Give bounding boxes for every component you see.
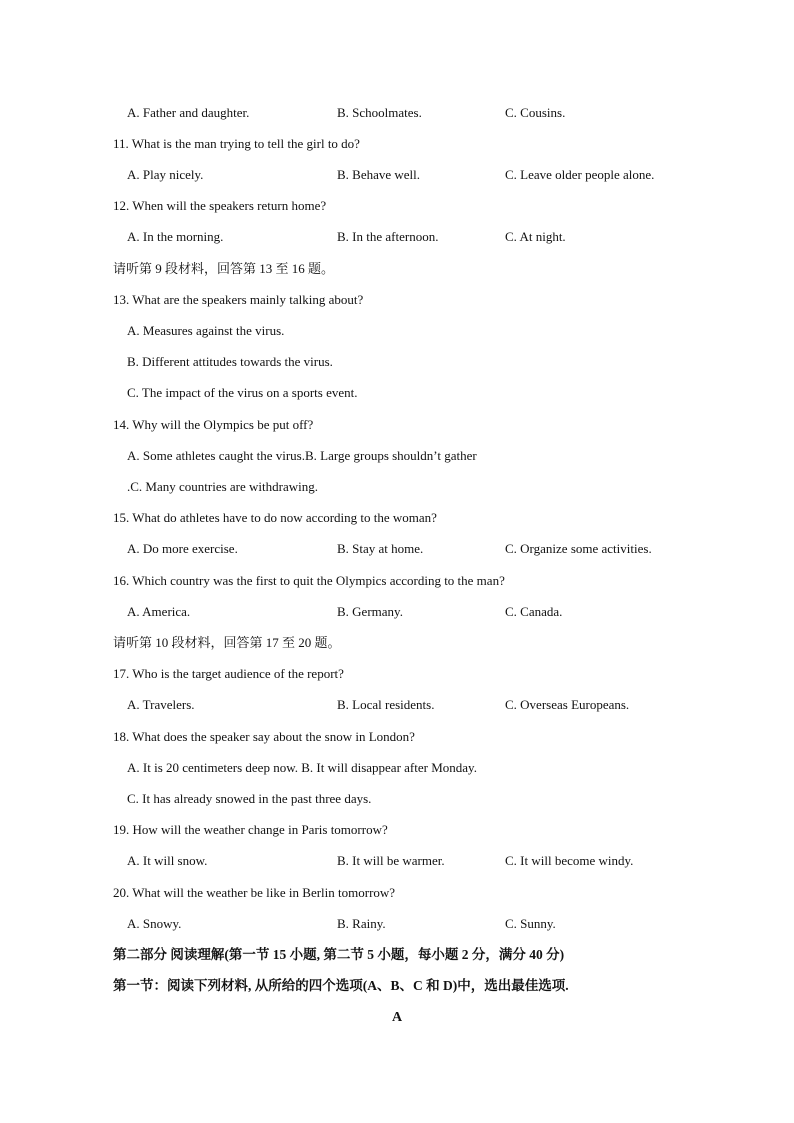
option-line: B. Different attitudes towards the virus. — [127, 354, 333, 369]
option-a: A. Father and daughter. — [127, 105, 250, 120]
option-b: B. Schoolmates. — [337, 105, 422, 120]
option-line: A. Some athletes caught the virus.B. Large groups shouldn’t gather — [127, 448, 477, 463]
option-c: C. Canada. — [505, 604, 563, 619]
option-b: B. Rainy. — [337, 916, 386, 931]
option-c: C. At night. — [505, 229, 566, 244]
question-text: 12. When will the speakers return home? — [113, 198, 327, 213]
option-b: B. Germany. — [337, 604, 403, 619]
question-text: 19. How will the weather change in Paris tomorrow? — [113, 822, 388, 837]
option-a: A. It will snow. — [127, 853, 208, 868]
passage-label: A — [391, 1010, 403, 1025]
section-instruction: 请听第 10 段材料，回答第 17 至 20 题。 — [113, 635, 341, 650]
question-text: 18. What does the speaker say about the snow in London? — [113, 729, 415, 744]
option-line: C. It has already snowed in the past three days. — [127, 791, 372, 806]
option-a: A. Travelers. — [127, 697, 195, 712]
option-c: C. Overseas Europeans. — [505, 697, 630, 712]
question-text: 20. What will the weather be like in Berlin tomorrow? — [113, 885, 396, 900]
option-a: A. Play nicely. — [127, 167, 204, 182]
option-c: C. Cousins. — [505, 105, 566, 120]
option-b: B. Local residents. — [337, 697, 435, 712]
option-line: A. It is 20 centimeters deep now. B. It will disappear after Monday. — [127, 760, 477, 775]
option-c: C. Organize some activities. — [505, 541, 652, 556]
option-c: C. It will become windy. — [505, 853, 634, 868]
option-b: B. Stay at home. — [337, 541, 424, 556]
part-heading: 第二部分 阅读理解(第一节 15 小题, 第二节 5 小题，每小题 2 分，满分 40 分) — [113, 947, 565, 962]
option-line: A. Measures against the virus. — [127, 323, 285, 338]
part-heading: 第一节：阅读下列材料, 从所给的四个选项(A、B、C 和 D)中，选出最佳选项. — [113, 978, 569, 993]
question-text: 17. Who is the target audience of the report? — [113, 666, 344, 681]
option-b: B. Behave well. — [337, 167, 421, 182]
section-instruction: 请听第 9 段材料，回答第 13 至 16 题。 — [113, 261, 335, 276]
option-a: A. Do more exercise. — [127, 541, 238, 556]
option-c: C. Leave older people alone. — [505, 167, 655, 182]
option-line: .C. Many countries are withdrawing. — [127, 479, 318, 494]
option-a: A. In the morning. — [127, 229, 224, 244]
question-text: 13. What are the speakers mainly talking about? — [113, 292, 364, 307]
option-c: C. Sunny. — [505, 916, 556, 931]
option-b: B. It will be warmer. — [337, 853, 445, 868]
option-a: A. Snowy. — [127, 916, 182, 931]
option-line: C. The impact of the virus on a sports event. — [127, 385, 358, 400]
question-text: 11. What is the man trying to tell the girl to do? — [113, 136, 360, 151]
question-text: 15. What do athletes have to do now according to the woman? — [113, 510, 437, 525]
option-b: B. In the afternoon. — [337, 229, 439, 244]
option-a: A. America. — [127, 604, 191, 619]
question-text: 16. Which country was the first to quit the Olympics according to the man? — [113, 573, 505, 588]
question-text: 14. Why will the Olympics be put off? — [113, 417, 314, 432]
